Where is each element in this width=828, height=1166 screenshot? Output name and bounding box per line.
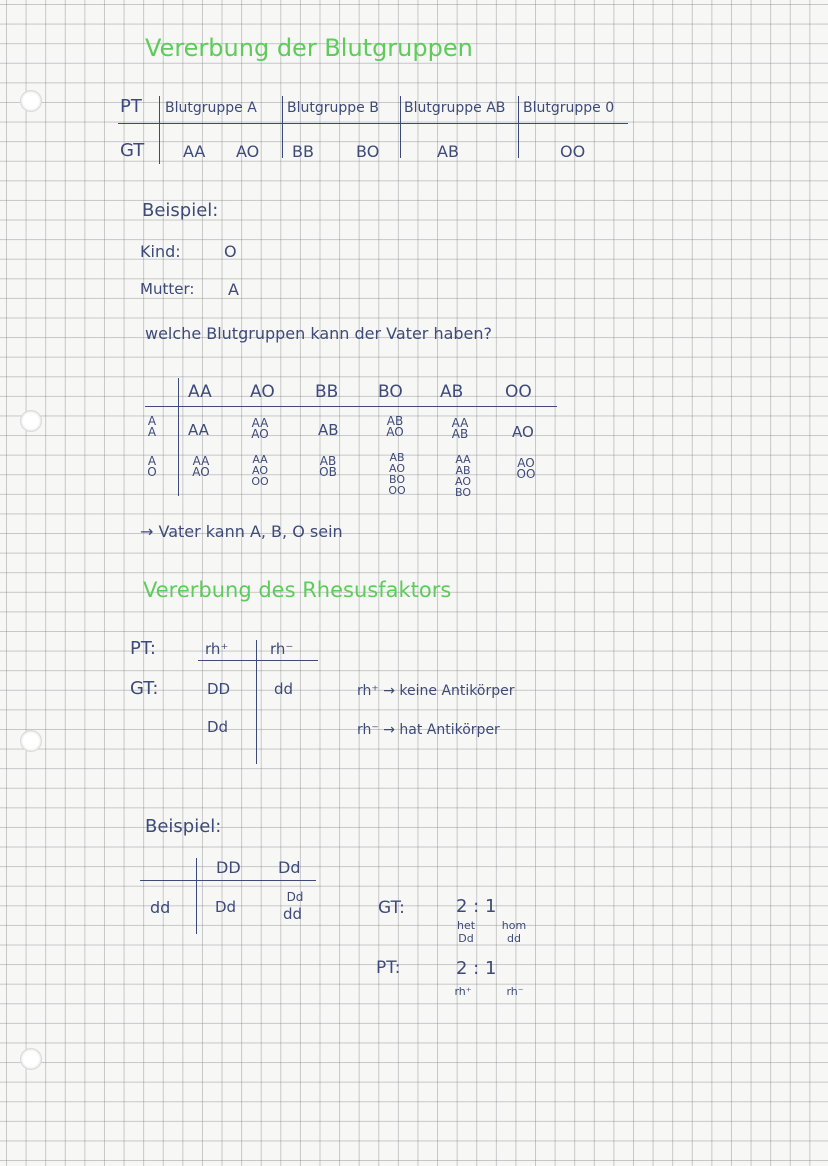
cross-vline — [178, 378, 179, 496]
example2-col-1: DD — [216, 858, 241, 877]
cross-cell: AA AB AO BO — [454, 453, 471, 499]
gt-label: GT — [120, 140, 145, 161]
genotype-bb: BB — [292, 142, 314, 161]
cross-row-header: A A — [147, 414, 157, 439]
binder-hole — [20, 730, 42, 752]
rhesus-gt-pos-1: DD — [207, 680, 231, 698]
example2-col-2: Dd — [278, 858, 301, 877]
cross-col-header: BB — [315, 382, 339, 402]
rhesus-note-2: rh⁻ → hat Antikörper — [357, 722, 500, 738]
cross-col-header: OO — [505, 382, 532, 402]
example2-pt-label: PT: — [376, 958, 401, 978]
genotype-ab: AB — [437, 142, 459, 161]
table-vline — [518, 96, 519, 158]
cross-cell: AA AO — [251, 416, 269, 441]
rhesus-gt-label: GT: — [130, 678, 159, 699]
rhesus-gt-neg: dd — [274, 680, 294, 698]
example2-pt-sub-2: rh⁻ — [506, 985, 524, 998]
rhesus-vline — [256, 640, 257, 764]
table-vline — [159, 96, 160, 164]
binder-hole — [20, 410, 42, 432]
example1-heading: Beispiel: — [142, 200, 219, 221]
cross-col-header: AA — [188, 382, 212, 402]
cross-cell: AA AO — [192, 454, 210, 479]
binder-hole — [20, 1048, 42, 1070]
example2-hline — [140, 880, 316, 881]
example2-gt-ratio: 2 : 1 — [456, 896, 497, 917]
example2-gt-label: GT: — [378, 898, 405, 918]
phenotype-ab: Blutgruppe AB — [404, 100, 506, 116]
rhesus-note-1: rh⁺ → keine Antikörper — [357, 683, 515, 699]
cross-col-header: AB — [440, 382, 464, 402]
rhesus-hline — [198, 660, 318, 661]
genotype-ao: AO — [236, 142, 260, 161]
phenotype-b: Blutgruppe B — [287, 100, 379, 116]
rhesus-title: Vererbung des Rhesusfaktors — [143, 578, 452, 602]
cross-cell: AB OB — [319, 454, 337, 479]
example2-gt-sub-2b: dd — [507, 932, 521, 945]
genotype-aa: AA — [183, 142, 206, 161]
cross-cell: AA AO OO — [251, 453, 269, 488]
cross-col-header: BO — [378, 382, 403, 402]
example2-pt-ratio: 2 : 1 — [456, 958, 497, 979]
kind-value: O — [224, 242, 237, 261]
example2-gt-sub-2a: hom — [501, 919, 527, 932]
example2-vline — [196, 858, 197, 934]
table-hline — [118, 123, 628, 124]
cross-col-header: AO — [250, 382, 275, 402]
rhesus-col-pos: rh⁺ — [205, 640, 229, 658]
example1-question: welche Blutgruppen kann der Vater haben? — [145, 324, 493, 343]
cross-cell: AA — [188, 421, 209, 439]
phenotype-0: Blutgruppe 0 — [523, 100, 615, 116]
cross-cell: AO OO — [516, 456, 536, 481]
example2-pt-sub-1: rh⁺ — [454, 985, 472, 998]
cross-cell: AO — [512, 423, 534, 441]
mutter-value: A — [228, 280, 239, 299]
example2-gt-sub-1a: het — [456, 919, 476, 932]
example2-cell-2a: Dd — [286, 890, 304, 904]
example2-cell-1: Dd — [215, 898, 237, 916]
cross-hline — [145, 406, 557, 407]
example2-row: dd — [150, 898, 171, 917]
rhesus-pt-label: PT: — [130, 638, 156, 659]
rhesus-gt-pos-2: Dd — [207, 718, 229, 736]
table-vline — [400, 96, 401, 158]
cross-row-header: A O — [147, 454, 157, 479]
cross-cell: AA AB — [451, 416, 469, 441]
pt-label: PT — [120, 96, 142, 117]
conclusion: → Vater kann A, B, O sein — [140, 522, 343, 541]
cross-cell: AB — [318, 421, 339, 439]
cross-cell: AB AO — [386, 414, 404, 439]
phenotype-a: Blutgruppe A — [165, 100, 257, 116]
rhesus-col-neg: rh⁻ — [270, 640, 294, 658]
genotype-oo: OO — [560, 142, 586, 161]
genotype-bo: BO — [356, 142, 380, 161]
kind-label: Kind: — [140, 242, 181, 261]
example2-gt-sub-1b: Dd — [458, 932, 474, 945]
example2-heading: Beispiel: — [145, 816, 222, 837]
cross-cell: AB AO BO OO — [388, 451, 406, 497]
example2-cell-2b: dd — [283, 905, 303, 923]
binder-hole — [20, 90, 42, 112]
page-title: Vererbung der Blutgruppen — [145, 34, 473, 62]
table-vline — [282, 96, 283, 158]
mutter-label: Mutter: — [140, 280, 195, 298]
